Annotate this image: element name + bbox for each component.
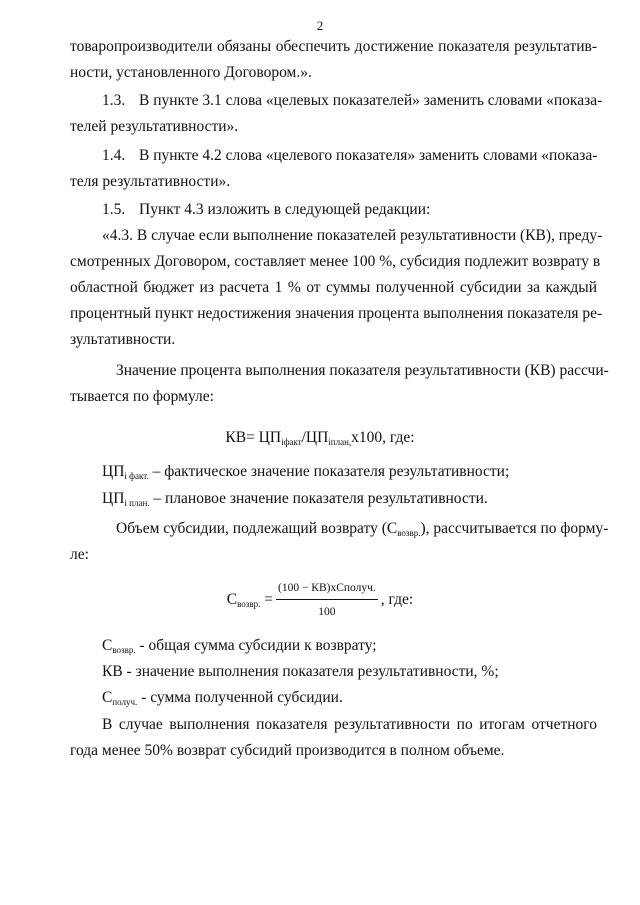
- definition-fact: $ЦП_{i факт.}$ – фактическое значение показателя результативности;: [102, 463, 510, 481]
- clause-number: 1.4.: [102, 147, 126, 164]
- text-line: ности, установленного Договором.».: [70, 64, 312, 81]
- clause-number: 1.5.: [102, 201, 126, 218]
- definition-plan: $ЦП_{i план.}$ – плановое значение показателя результативности.: [102, 490, 488, 508]
- text-line: товаропроизводители обязаны обеспечить достижение показателя результатив-: [70, 38, 597, 55]
- text-line: зультативности.: [70, 331, 176, 348]
- text-line: Объем субсидии, подлежащий возврату $(С_{возвр.})$, рассчитывается по форму-: [116, 520, 609, 538]
- text-line: В случае выполнения показателя результативности по итогам отчетного: [102, 716, 597, 733]
- text-line: телей результативности».: [70, 118, 239, 135]
- definition-received: $С_{получ.}$ - сумма полученной субсидии.: [102, 689, 343, 707]
- formula-refund: $С_{возвр.}$ = $\frac{\text{(100 − КВ)хСполуч.}}{100}$ , где:: [0, 585, 640, 615]
- definition-kv: КВ - значение выполнения показателя результативности, %;: [102, 663, 499, 680]
- text-line: процентный пункт недостижения значения процента выполнения показателя ре-: [70, 305, 603, 322]
- formula-kv: $КВ= ЦП_{iфакт}/ЦП_{iплан,}х100$, где:: [225, 429, 415, 447]
- text-line: года менее 50% возврат субсидий производится в полном объеме.: [70, 742, 505, 759]
- text-line: Пункт 4.3 изложить в следующей редакции:: [139, 201, 431, 218]
- text-line: областной бюджет из расчета 1 % от суммы полученной субсидии за каждый: [70, 279, 597, 296]
- fraction: $\frac{\text{(100 − КВ)хСполуч.}}{100}$: [276, 578, 378, 622]
- text-line: смотренных Договором, составляет менее 100 %, субсидия подлежит возврату в: [70, 253, 601, 270]
- text-line: В пункте 3.1 слова «целевых показателей» заменить словами «показа-: [139, 92, 603, 109]
- clause-number: 1.3.: [102, 92, 126, 109]
- text-line: ле:: [70, 546, 89, 563]
- page-number: 2: [316, 18, 324, 33]
- definition-refund: $С_{возвр.}$ - общая сумма субсидии к возврату;: [102, 637, 377, 655]
- text-line: В пункте 4.2 слова «целевого показателя» заменить словами «показа-: [139, 147, 598, 164]
- text-line: тывается по формуле:: [70, 388, 214, 405]
- text-line: «4.3. В случае если выполнение показателей результативности (КВ), преду-: [102, 227, 603, 244]
- text-line: Значение процента выполнения показателя результативности (КВ) рассчи-: [116, 362, 609, 379]
- text-line: теля результативности».: [70, 173, 231, 190]
